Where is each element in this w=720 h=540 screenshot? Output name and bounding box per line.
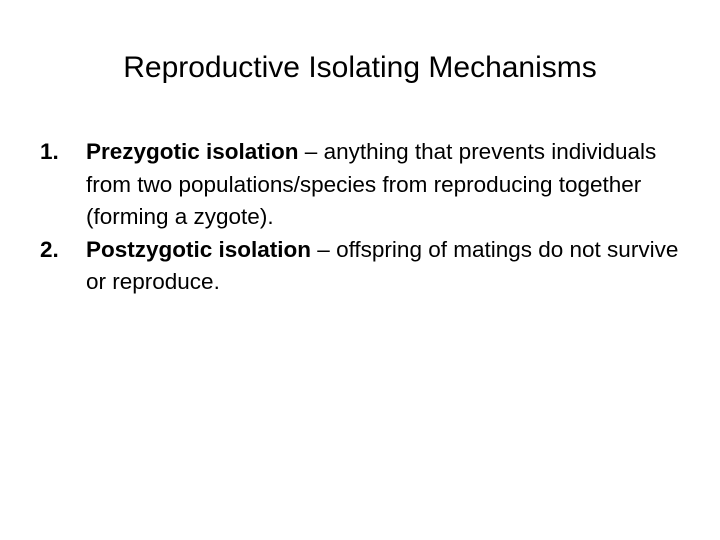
list-item-description: anything that prevents individuals from two populations/species from reproducing together (forming a zygote). [86, 139, 657, 229]
content-list [40, 136, 700, 299]
list-item-separator: – [311, 236, 337, 262]
slide-title: Reproductive Isolating Mechanisms [123, 51, 597, 84]
list-item-number: 1. [40, 139, 59, 164]
list-item-number: 2. [40, 236, 59, 262]
list-item-description: offspring of matings do not survive or reproduce. [86, 236, 679, 294]
list-item-separator: – [298, 139, 324, 164]
list-item-prezygotic [40, 136, 700, 234]
list-item-term: Prezygotic isolation [86, 139, 299, 164]
list-item-term: Postzygotic isolation [86, 236, 312, 262]
list-item-postzygotic [40, 234, 700, 299]
